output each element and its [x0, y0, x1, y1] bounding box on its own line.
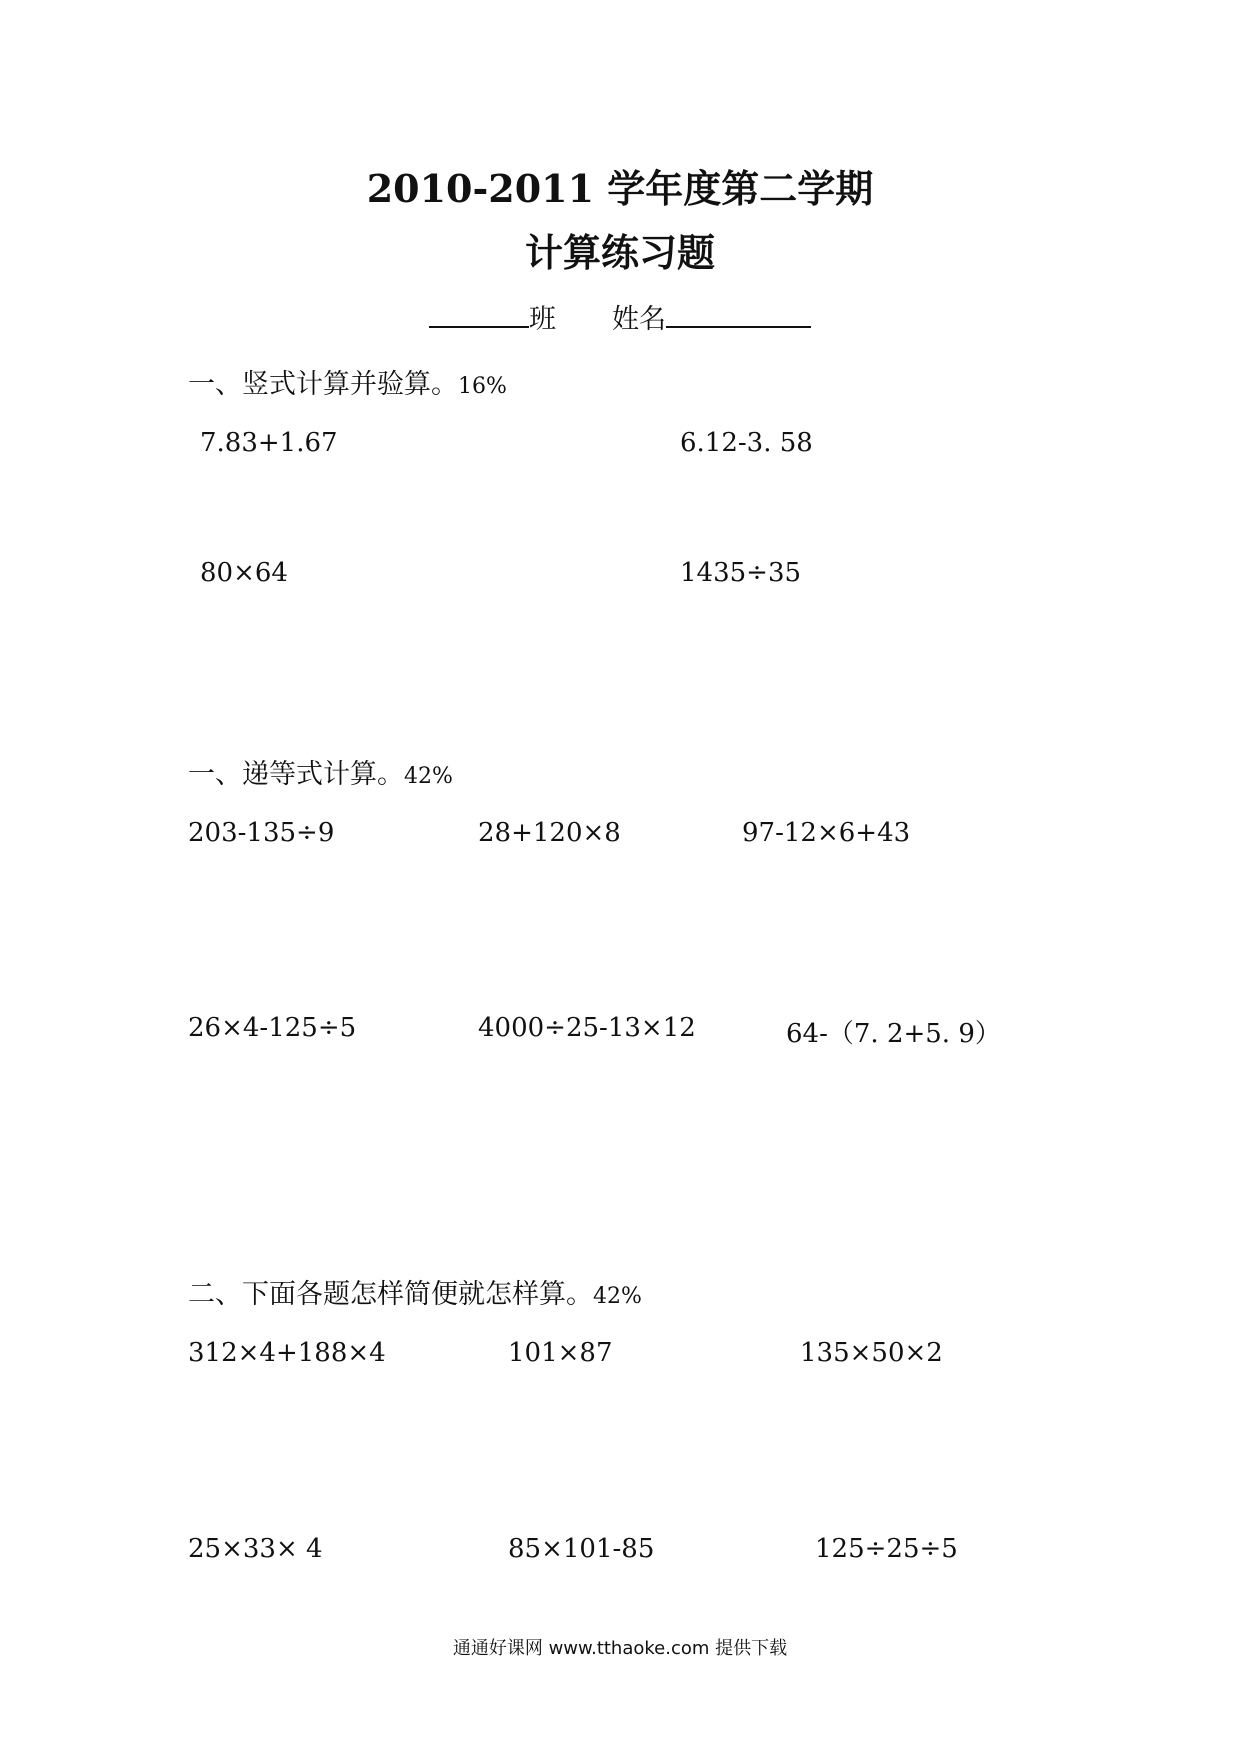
problem: 312×4+188×4 — [188, 1338, 386, 1368]
section-percent: 42% — [404, 764, 453, 789]
problem: 28+120×8 — [478, 818, 621, 848]
section-heading-step-calc: 一、递等式计算。42% — [188, 759, 453, 790]
problem: 26×4-125÷5 — [188, 1013, 357, 1043]
problem: 1435÷35 — [680, 558, 802, 588]
class-blank — [429, 302, 529, 328]
problem: 80×64 — [200, 558, 288, 588]
problem: 7.83+1.67 — [200, 428, 338, 458]
problem: 25×33× 4 — [188, 1534, 323, 1564]
problem: 64-（7. 2+5. 9） — [786, 1019, 1001, 1049]
problem: 203-135÷9 — [188, 818, 335, 848]
problem: 135×50×2 — [800, 1338, 943, 1368]
footer-credit: 通通好课网 www.tthaoke.com 提供下载 — [452, 1638, 788, 1659]
problem: 101×87 — [508, 1338, 613, 1368]
class-label: 班 — [529, 304, 556, 335]
problem: 125÷25÷5 — [815, 1534, 958, 1564]
problem: 85×101-85 — [508, 1534, 655, 1564]
section-heading-vertical-calc: 一、竖式计算并验算。16% — [188, 369, 507, 400]
student-info-line — [0, 297, 1240, 336]
page-title: 2010-2011 学年度第二学期 — [366, 166, 874, 211]
problem: 6.12-3. 58 — [680, 428, 813, 458]
section-percent: 42% — [593, 1284, 642, 1309]
name-blank — [666, 302, 811, 328]
page-subtitle: 计算练习题 — [524, 230, 715, 275]
section-percent: 16% — [458, 374, 507, 399]
problem: 4000÷25-13×12 — [478, 1013, 696, 1043]
name-label: 姓名 — [612, 304, 666, 335]
problem: 97-12×6+43 — [742, 818, 911, 848]
section-heading-simplify-calc: 二、下面各题怎样简便就怎样算。42% — [188, 1279, 642, 1310]
